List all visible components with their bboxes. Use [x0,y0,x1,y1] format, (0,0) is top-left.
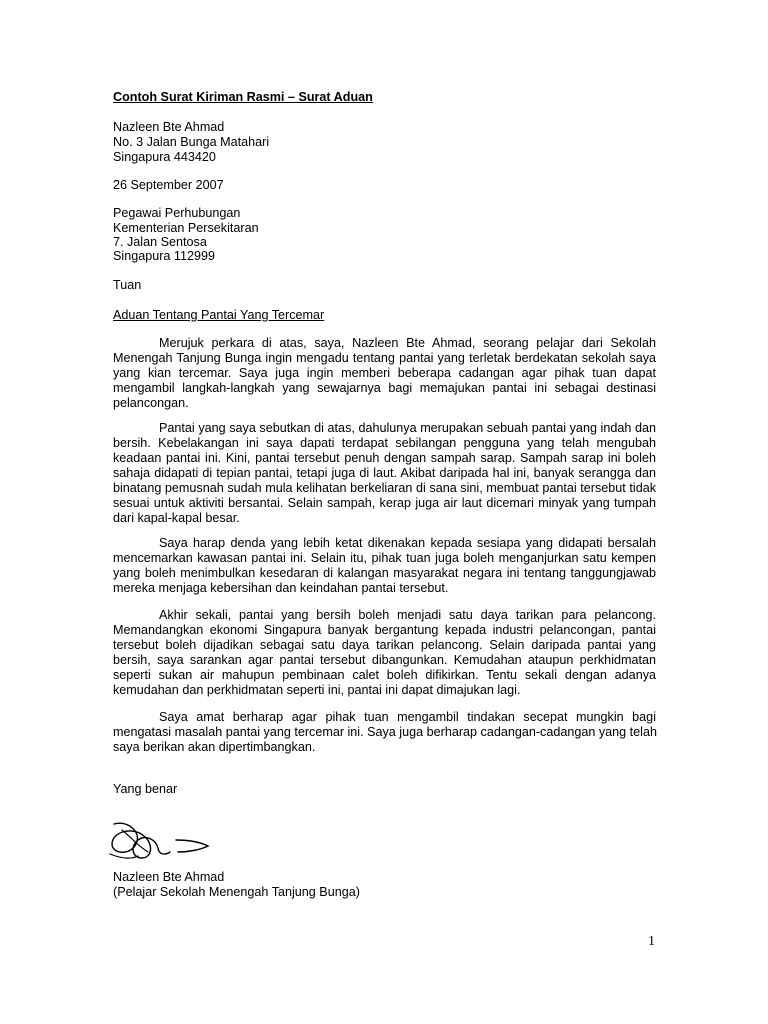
paragraph-2 [113,421,656,526]
paragraph-line: tersebut boleh dijadikan sebagai satu daya tarikan pelancong. Selain daripada pantai yang [113,638,656,652]
recipient-title: Pegawai Perhubungan [113,206,241,220]
paragraph-line: seperti sukan air mahupun pembinaan calet boleh difikirkan. Tentu sekali dengan adanya [113,668,656,682]
paragraph-1 [113,336,656,411]
paragraph-line: sesuai untuk aktiviti bersantai. Selain sampah, kerap juga air laut dicemari minyak yang tumpah [113,496,656,510]
paragraph-line: Memandangkan ekonomi Singapura banyak bergantung kepada industri pelancongan, pantai [113,623,656,637]
paragraph-line: bersih. Kebelakangan ini saya dapati terdapat sebilangan pengguna yang telah mengubah [113,436,656,450]
paragraph-line: saya berikan akan dipertimbangkan. [113,740,316,754]
signature-image [108,818,212,862]
paragraph-line: yang kian tercemar. Saya juga ingin memberi beberapa cadangan agar pihak tuan dapat [113,366,656,380]
recipient-agency: Kementerian Persekitaran [113,221,259,235]
paragraph-line: bersih, saya sarankan agar pantai tersebut dibangunkan. Kemudahan ataupun perkhidmatan [113,653,656,667]
paragraph-4 [113,608,656,698]
letter-date: 26 September 2007 [113,178,224,192]
paragraph-line: Menengah Tanjung Bunga ingin mengadu tentang pantai yang terletak berdekatan sekolah saya [113,351,656,365]
paragraph-3 [113,536,656,596]
sender-address-line2: Singapura 443420 [113,150,216,164]
sender-address-line1: No. 3 Jalan Bunga Matahari [113,135,270,149]
signatory-designation: (Pelajar Sekolah Menengah Tanjung Bunga) [113,885,360,899]
closing: Yang benar [113,782,178,796]
paragraph-line: mencemarkan kawasan pantai ini. Selain itu, pihak tuan juga boleh menganjurkan satu kempen [113,551,656,565]
recipient-street: 7. Jalan Sentosa [113,235,207,249]
paragraph-line: mengatasi masalah pantai yang tercemar ini. Saya juga berharap cadangan-cadangan yang telah [113,725,657,739]
signatory-name: Nazleen Bte Ahmad [113,870,225,884]
sender-name: Nazleen Bte Ahmad [113,120,225,134]
paragraph-line: binatang pemusnah sudah mula kelihatan berkeliaran di sana sini, membuat pantai tersebut tidak [113,481,656,495]
paragraph-line: Merujuk perkara di atas, saya, Nazleen Bte Ahmad, seorang pelajar dari Sekolah [159,336,656,350]
paragraph-line: pelancongan. [113,396,189,410]
paragraph-5 [113,710,656,755]
paragraph-line: Pantai yang saya sebutkan di atas, dahulunya merupakan sebuah pantai yang indah dan [159,421,656,435]
salutation: Tuan [113,278,142,292]
paragraph-line: yang boleh menimbulkan kesedaran di kalangan masyarakat negara ini tentang tanggungjawab [113,566,656,580]
paragraph-line: keadaan pantai ini. Kini, pantai tersebut penuh dengan sampah sarap. Sampah sarap ini boleh [113,451,656,465]
paragraph-line: Saya amat berharap agar pihak tuan mengambil tindakan secepat mungkin bagi [159,710,656,724]
paragraph-line: mereka menjaga kebersihan dan keindahan pantai tersebut. [113,581,449,595]
letter-subject: Aduan Tentang Pantai Yang Tercemar [113,308,325,322]
paragraph-line: kemudahan dan perkhidmatan seperti ini, pantai ini dapat dimajukan lagi. [113,683,521,697]
paragraph-line: dari kapal-kapal besar. [113,511,240,525]
letter-heading: Contoh Surat Kiriman Rasmi – Surat Aduan [113,90,373,104]
paragraph-line: mengambil langkah-langkah yang sewajarnya bagi memajukan pantai ini sebagai destinasi [113,381,656,395]
paragraph-line: Saya harap denda yang lebih ketat dikenakan kepada sesiapa yang didapati bersalah [159,536,656,550]
paragraph-line: Akhir sekali, pantai yang bersih boleh menjadi satu daya tarikan para pelancong. [159,608,656,622]
recipient-city: Singapura 112999 [113,249,216,263]
paragraph-line: sahaja didapati di tepian pantai, tetapi juga di laut. Akibat daripada hal ini, banyak serangga dan [113,466,656,480]
page-number: 1 [648,934,655,949]
